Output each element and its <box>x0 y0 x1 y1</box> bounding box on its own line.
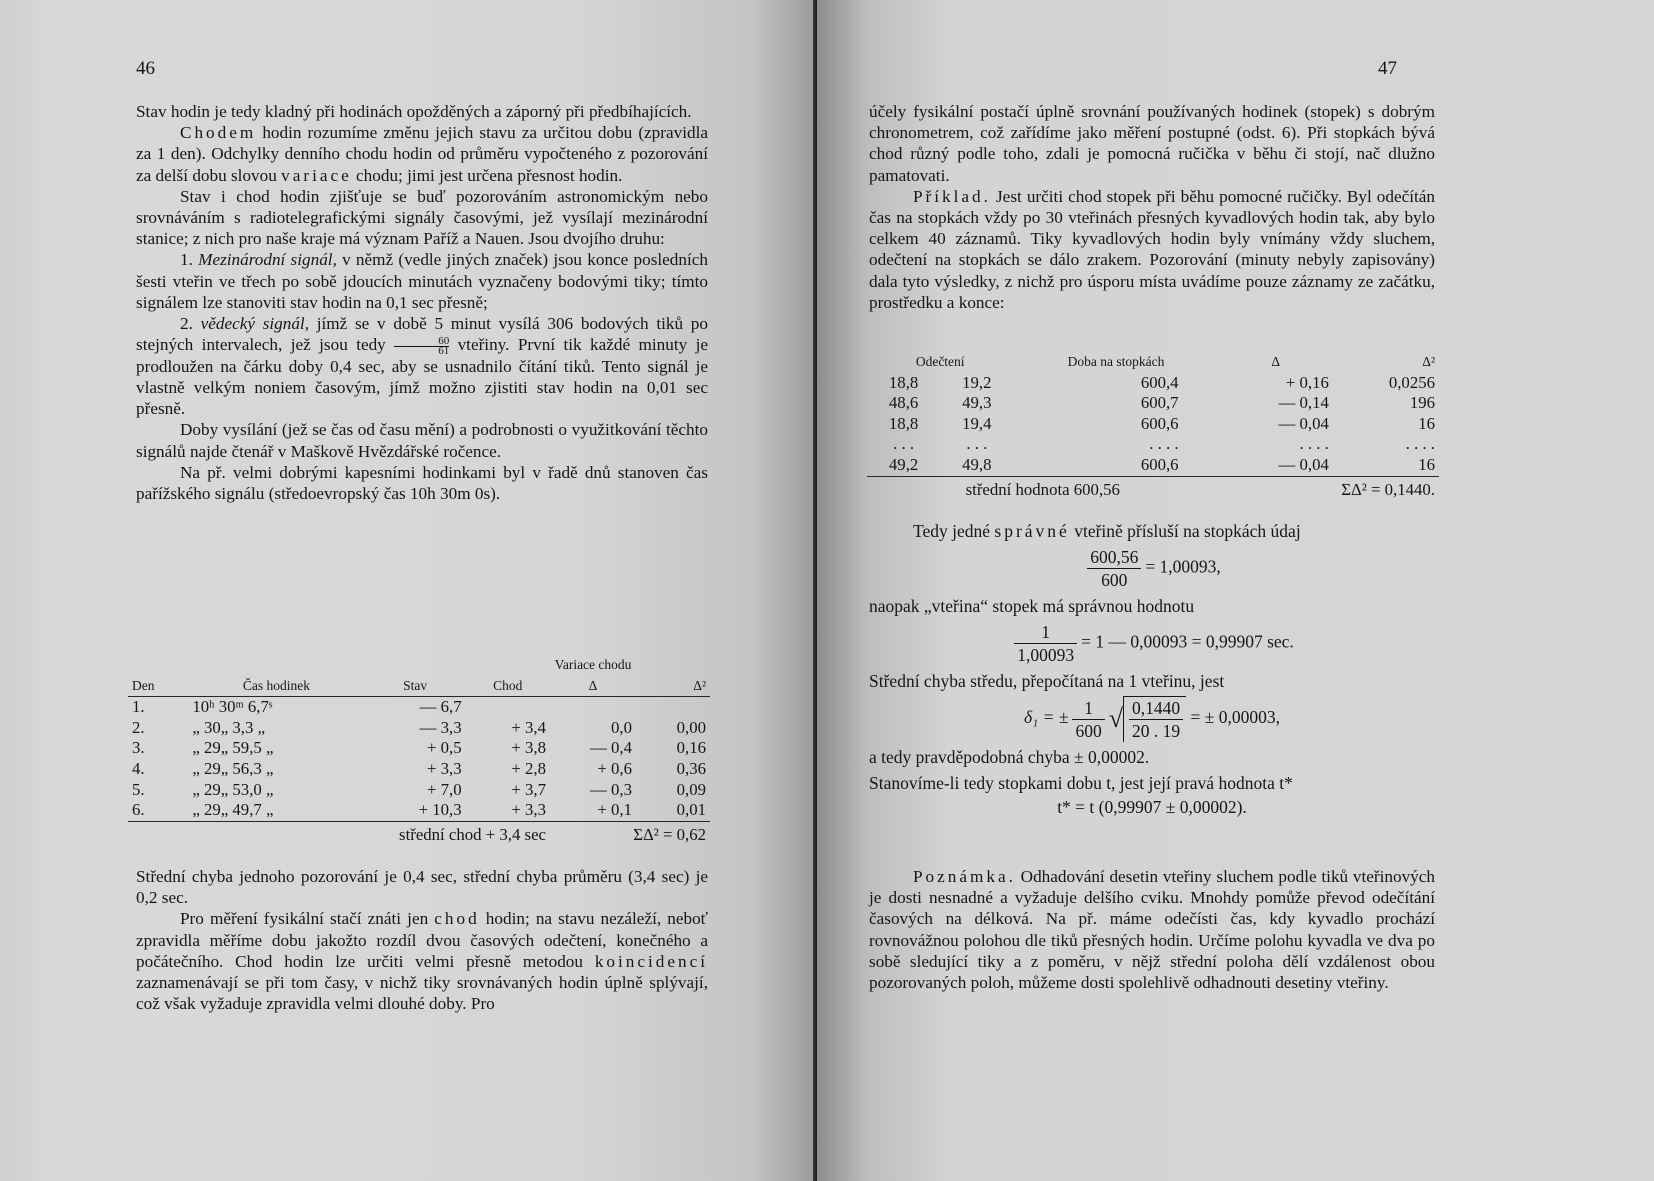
left-text-block-2 <box>136 866 708 1014</box>
paragraph: Na př. velmi dobrými kapesními hodinkami byl v řadě dnů stanoven čas pařížského signálu (středoevropský čas 10h 30m 0s). <box>136 462 708 503</box>
table-row: 18,8 19,2 600,4 + 0,16 0,0256 <box>888 372 1435 392</box>
fraction: $\frac{60}{61}$ <box>394 337 449 356</box>
table-row: 18,8 19,4 600,6 — 0,04 16 <box>888 413 1435 433</box>
column-header: Doba na stopkách <box>1067 354 1165 369</box>
stopwatch-table <box>867 352 1439 500</box>
paragraph: Doby vysílání (jež se čas od času mění) a podrobnosti o využitkování těchto signálů najde čtenář v Maškově Hvězdářské ročence. <box>136 420 708 461</box>
left-page <box>0 0 817 1181</box>
column-header: Odečtení <box>915 354 965 369</box>
table-row: 3. „ 29„ 59,5 „ + 0,5 + 3,8 — 0,4 0,16 <box>132 738 706 758</box>
right-math-block <box>869 520 1435 818</box>
paragraph: a tedy pravděpodobná chyba ± 0,00002. <box>869 747 1150 767</box>
table-header-row <box>867 352 1439 373</box>
left-text-block-1 <box>136 101 708 504</box>
page-number-right: 47 <box>1378 58 1397 79</box>
equation-3: δ₁ = ± $\frac{1}{600}$ √ $\frac{0,1440}{20 . 19}$ = ± 0,00003, <box>1024 697 1280 741</box>
table-row: . . . . . . . . . . . . . . . . . . <box>893 434 1435 454</box>
table-summary-row: střední chod + 3,4 sec ΣΔ² = 0,62 <box>399 824 706 844</box>
table-row: 48,6 49,3 600,7 — 0,14 196 <box>888 393 1435 413</box>
paragraph: 1. Mezinárodní signál, v němž (vedle jiných značek) jsou konce posledních šesti vteřin ve třech po sobě jdoucích minutách vyznačeny bodovými tiky; tímto signálem lze stanoviti stav hodin na 0,1 sec přesně; <box>136 250 708 312</box>
right-page <box>817 0 1654 1181</box>
paragraph: Stav i chod hodin zjišťuje se buď pozorováním astronomickým nebo srovnáváním s radiotelegrafickými signály časovými, jež vysílají mezinárodní stanice; z nich pro naše kraje má význam Paříž a Nauen. Jsou dvojího druhu: <box>136 186 708 249</box>
equation-2: $\frac{1}{1,00093}$ = 1 — 0,00093 = 0,99907 sec. <box>869 621 1435 666</box>
right-text-block-1 <box>869 101 1435 313</box>
column-header: Δ <box>1271 354 1281 369</box>
paragraph: účely fysikální postačí úplně srovnání používaných hodinek (stopek) s dobrým chronometrem, což zařídíme jako měření postupné (odst. 6). Při stopkách bývá chod různý podle toho, zdali je pomocná ručička v běhu či stojí, nač dlužno pamatovati. <box>869 102 1435 185</box>
page-number-left: 46 <box>136 58 155 79</box>
term: vědecký signál, <box>200 314 310 334</box>
paragraph: Tedy jedné správné vteřině přísluší na stopkách údaj <box>913 521 1301 541</box>
fraction: $\frac{600,56}{600}$ <box>1087 546 1141 591</box>
table-header-row <box>128 655 710 697</box>
right-text-block-2 <box>869 866 1435 993</box>
sqrt-sign: √ <box>1108 704 1123 733</box>
fraction: $\frac{0,1440}{20 . 19}$ <box>1129 697 1183 742</box>
equation-4: t* = t (0,99907 ± 0,00002). <box>1057 797 1247 817</box>
fraction: $\frac{1}{1,00093}$ <box>1014 621 1077 666</box>
paragraph: Střední chyba jednoho pozorování je 0,4 sec, střední chyba průměru (3,4 sec) je 0,2 sec. <box>136 867 708 908</box>
column-header: Den <box>128 655 188 697</box>
column-header: Δ² <box>1422 354 1435 369</box>
column-header: Stav <box>365 655 466 697</box>
fraction: $\frac{1}{600}$ <box>1072 697 1104 742</box>
paragraph: naopak „vteřina“ stopek má správnou hodnotu <box>869 596 1195 616</box>
column-header: Čas hodinek <box>188 655 364 697</box>
table-summary-row: střední hodnota 600,56 ΣΔ² = 0,1440. <box>965 479 1435 499</box>
term: Chodem <box>180 123 257 143</box>
column-header: Δ² <box>636 655 710 697</box>
table-row: 2. „ 30„ 3,3 „ — 3,3 + 3,4 0,0 0,00 <box>132 717 706 737</box>
table-row: 5. „ 29„ 53,0 „ + 7,0 + 3,7 — 0,3 0,09 <box>132 779 706 799</box>
term: variace <box>281 165 352 185</box>
radical <box>1123 696 1186 742</box>
column-header: Variace chodu Δ <box>550 655 636 697</box>
column-header: Chod <box>466 655 550 697</box>
paragraph: Příklad. Jest určiti chod stopek při běhu pomocné ručičky. Byl odečítán čas na stopkách vždy po 30 vteřinách přesných kyvadlových hodin tak, aby bylo celkem 40 záznamů. Tiky kyvadlových hodin byly vnímány vždy sluchem, odečtení na stopkách se dálo zrakem. Pozorování (minuty nebyly zapisovány) dala tyto výsledky, z nichž pro úsporu místa uvádíme pouze záznamy ze začátku, prostředku a konce: <box>869 186 1435 312</box>
table-row: 49,2 49,8 600,6 — 0,04 16 <box>867 455 1439 476</box>
paragraph: Střední chyba středu, přepočítaná na 1 vteřinu, jest <box>869 671 1225 691</box>
term: Mezinárodní signál, <box>198 250 337 270</box>
table-row: 6. „ 29„ 49,7 „ + 10,3 + 3,3 + 0,1 0,01 <box>128 800 710 821</box>
paragraph: Stanovíme-li tedy stopkami dobu t, jest její pravá hodnota t* <box>869 773 1293 793</box>
equation-1: $\frac{600,56}{600}$ = 1,00093, <box>869 546 1435 591</box>
table-row: 1. 10ʰ 30ᵐ 6,7ˢ — 6,7 <box>132 697 462 717</box>
paragraph: Pro měření fysikální stačí znáti jen chod hodin; na stavu nezáleží, neboť zpravidla měříme dobu jakožto rozdíl dvou časových odečtení, konečného a počátečního. Chod hodin lze určiti velmi přesně metodou koincidencí zaznamenávají se při tom časy, v nichž tiky srovnávaných hodin úplně splývají, což však vyžaduje zpravidla velmi dlouhé doby. Pro <box>136 909 709 1014</box>
table-row: 4. „ 29„ 56,3 „ + 3,3 + 2,8 + 0,6 0,36 <box>132 758 706 778</box>
paragraph: 2. vědecký signál, jímž se v době 5 minut vysílá 306 bodových tiků po stejných intervalech, jež jsou tedy $\frac{60}{61}$ vteřiny. První tik každé minuty je prodloužen na čárku doby 0,4 sec, aby se usnadnilo čítání tiků. Tento signál je vlastně velkým noniem časovým, jímž možno zjistiti stav hodin na 0,01 sec přesně. <box>136 314 708 419</box>
paragraph: Chodem hodin rozumíme změnu jejich stavu za určitou dobu (zpravidla za 1 den). Odchylky denního chodu hodin od průměru vypočteného z pozorování za delší dobu slovou variace chodu; jimi jest určena přesnost hodin. <box>136 123 708 185</box>
clock-table <box>128 655 710 845</box>
paragraph: Poznámka. Odhadování desetin vteřiny sluchem podle tiků vteřinových je dosti nesnadné a vyžaduje delšího cviku. Mnohdy pomůže převod odečítání časových na délková. Na př. máme odečísti čas, kdy kyvadlo prochází rovnovážnou polohou dle tiků přesných hodin. Určíme polohu kyvadla ve dva po sobě sledující tiky a z poměru, v nějž střední poloha dělí vzdálenost obou pozorovaných poloh, můžeme dosti spolehlivě odhadnouti desetiny vteřiny. <box>869 867 1435 993</box>
paragraph: Stav hodin je tedy kladný při hodinách opožděných a záporný při předbíhajících. <box>136 102 692 121</box>
